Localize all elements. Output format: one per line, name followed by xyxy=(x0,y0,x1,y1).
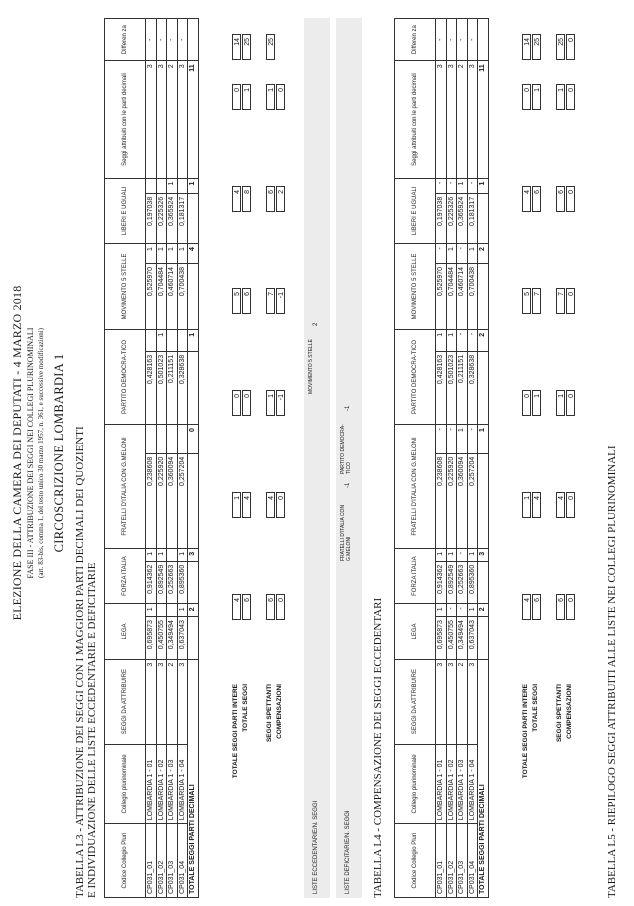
l4-leu-seggio: - xyxy=(467,178,478,193)
l4-intere-fdi: 0 xyxy=(522,390,531,416)
l4-totseggi-label: TOTALE SEGGI xyxy=(532,684,539,732)
header-phase: FASE III - ATTRIBUZIONE DEI SEGGI NEI COLLEGI PLURINOMINALI xyxy=(26,327,35,579)
l4-intere-fi: 1 xyxy=(522,492,531,518)
l3-leu-total: 1 xyxy=(188,178,199,193)
l4-differenza: - xyxy=(436,19,447,61)
l3-leu-seggio xyxy=(177,178,188,193)
l3-fi-quoziente: 0,914362 xyxy=(146,561,157,604)
l3-leu-quoziente: 0,181317 xyxy=(177,193,188,243)
l4-differenza: - xyxy=(457,19,468,61)
l4-comp-m5s: 0 xyxy=(566,186,575,212)
l4-code: CP031_04 xyxy=(467,824,478,898)
l3-leu-quoziente: 0,197038 xyxy=(146,193,157,243)
l3-header-cell: SEGGI DA ATTRIBUIRE xyxy=(105,659,146,744)
l4-row xyxy=(457,19,468,898)
l3-intere-lega: 4 xyxy=(232,594,241,620)
l3-intere-pd: 5 xyxy=(232,288,241,314)
l4-differenza: - xyxy=(446,19,457,61)
l3-header-cell: Seggi attribuiti con le parti decimali xyxy=(105,61,146,178)
l3-leu-quoziente: 0,225326 xyxy=(156,193,167,243)
l3-totseggi-fdi: 0 xyxy=(242,390,251,416)
l3-comp-fi: 0 xyxy=(276,492,285,518)
l3-differenza: - xyxy=(167,19,178,61)
l3-pd-seggio: 1 xyxy=(156,329,167,351)
l3-pd-seggio xyxy=(167,329,178,351)
l4-fi-total: 3 xyxy=(478,548,489,561)
l4-m5s-spacer xyxy=(478,263,489,329)
l4-totseggi-m5s: 6 xyxy=(532,186,541,212)
l4-fdi-total: 1 xyxy=(478,425,489,454)
l4-row xyxy=(446,19,457,898)
l3-comp-label: COMPENSAZIONI xyxy=(276,684,283,739)
l3-fdi-seggio xyxy=(146,425,157,454)
l4-header xyxy=(395,19,436,898)
l3-fdi-seggio xyxy=(167,425,178,454)
l3-def-label: LISTE DEFICITARIE/N. SEGGI xyxy=(345,810,351,894)
l3-totseggi-label: TOTALE SEGGI xyxy=(242,684,249,732)
l4-leu-spacer xyxy=(478,193,489,243)
l3-fdi-quoziente: 0,257204 xyxy=(177,453,188,548)
l3-pd-seggio xyxy=(146,329,157,351)
l3-header-cell: LIBERI E UGUALI xyxy=(105,178,146,243)
l4-fdi-seggio: - xyxy=(467,425,478,454)
l4-leu-quoziente: 0,365924 xyxy=(457,193,468,243)
l4-code: CP031_02 xyxy=(446,824,457,898)
l3-fdi-seggio xyxy=(177,425,188,454)
l4-fi-seggio: 1 xyxy=(467,548,478,561)
l4-spettanti-fi: 4 xyxy=(556,492,565,518)
l3-def-n-1: -1 xyxy=(345,482,351,488)
l3-seggi: 3 xyxy=(146,659,157,744)
l3-totseggi-fi: 4 xyxy=(242,492,251,518)
l3-fi-quoziente: 0,252663 xyxy=(167,561,178,604)
l3-comp-leu: 0 xyxy=(276,84,285,110)
l4-body xyxy=(436,19,489,898)
l3-title-line1: TABELLA L3 - ATTRIBUZIONE DEI SEGGI CON I MAGGIORI PARTI DECIMALI DEI QUOZIENTI xyxy=(74,426,86,898)
l4-header-cell: SEGGI DA ATTRIBUIRE xyxy=(395,659,436,744)
l3-m5s-seggio: 1 xyxy=(146,244,157,264)
l4-code: CP031_03 xyxy=(457,824,468,898)
l4-lega-quoziente: 0,637043 xyxy=(467,617,478,660)
l4-comp-pd: 0 xyxy=(566,288,575,314)
l4-totseggi-fdi: 1 xyxy=(532,390,541,416)
l3-ecc-band xyxy=(304,18,330,898)
l3-m5s-quoziente: 0,700438 xyxy=(177,263,188,329)
l4-fi-seggio: 1 xyxy=(436,548,447,561)
l3-spettanti-fi: 4 xyxy=(266,492,275,518)
l3-fi-quoziente: 0,892549 xyxy=(156,561,167,604)
l4-table xyxy=(394,18,489,898)
l4-comp-lega: 0 xyxy=(566,594,575,620)
l4-lega-quoziente: 0,695873 xyxy=(436,617,447,660)
l3-lega-quoziente: 0,349494 xyxy=(167,617,178,660)
l3-pd-seggio xyxy=(177,329,188,351)
l3-totseggi-leu: 1 xyxy=(242,84,251,110)
l4-fdi-seggio: - xyxy=(446,425,457,454)
l4-m5s-quoziente: 0,700438 xyxy=(467,263,478,329)
l3-spettanti-fdi: 1 xyxy=(266,390,275,416)
l3-attribuiti: 3 xyxy=(156,61,167,178)
l4-totseggi-lega: 6 xyxy=(532,594,541,620)
l3-spettanti-pd: 7 xyxy=(266,288,275,314)
l3-fdi-total: 0 xyxy=(188,425,199,454)
l3-row xyxy=(167,19,178,898)
header-title: ELEZIONE DELLA CAMERA DEI DEPUTATI - 4 MARZO 2018 xyxy=(10,285,24,621)
l4-pd-quoziente: 0,328638 xyxy=(467,351,478,424)
l3-m5s-seggio: 1 xyxy=(156,244,167,264)
l3-pd-quoziente: 0,428163 xyxy=(146,351,157,424)
l3-spettanti-att: 25 xyxy=(266,34,275,60)
l4-totseggi-fi: 4 xyxy=(532,492,541,518)
l4-intere-m5s: 4 xyxy=(522,186,531,212)
l4-leu-seggio: - xyxy=(446,178,457,193)
l3-leu-spacer xyxy=(188,193,199,243)
l4-spettanti-fdi: 1 xyxy=(556,390,565,416)
l3-table xyxy=(104,18,199,898)
l3-title xyxy=(74,426,98,898)
l4-attribuiti: 3 xyxy=(436,61,447,178)
l3-leu-seggio xyxy=(156,178,167,193)
l4-header-cell: Codice Collegio Pluri xyxy=(395,824,436,898)
l4-pd-quoziente: 0,501023 xyxy=(446,351,457,424)
l3-lega-seggio: 1 xyxy=(146,604,157,617)
l4-seggi: 3 xyxy=(446,659,457,744)
l4-comp-att: 0 xyxy=(566,34,575,60)
l3-fi-seggio xyxy=(167,548,178,561)
l4-collegio: LOMBARDIA 1 - 01 xyxy=(436,744,447,824)
l4-collegio: LOMBARDIA 1 - 03 xyxy=(457,744,468,824)
l3-fdi-quoziente: 0,225920 xyxy=(156,453,167,548)
l4-lega-quoziente: 0,349494 xyxy=(457,617,468,660)
l4-intere-leu: 0 xyxy=(522,84,531,110)
l4-lega-seggio: - xyxy=(446,604,457,617)
l3-leu-seggio xyxy=(146,178,157,193)
l4-leu-total: 1 xyxy=(478,178,489,193)
header-law: (art. 83-bis, comma 1, del testo unico 30 marzo 1957, n. 361, e successive modificazioni) xyxy=(37,328,45,578)
l3-header xyxy=(105,19,146,898)
l4-leu-seggio: - xyxy=(436,178,447,193)
l3-intere-leu: 0 xyxy=(232,84,241,110)
l3-spettanti-m5s: 6 xyxy=(266,186,275,212)
l3-totseggi-att: 25 xyxy=(242,34,251,60)
l4-attribuiti: 3 xyxy=(467,61,478,178)
l4-total-diff xyxy=(478,19,489,61)
l3-fdi-quoziente: 0,238608 xyxy=(146,453,157,548)
l4-fi-spacer xyxy=(478,561,489,604)
l4-lega-quoziente: 0,450755 xyxy=(446,617,457,660)
l4-attribuiti: 3 xyxy=(446,61,457,178)
l4-header-cell: LEGA xyxy=(395,604,436,659)
l3-def-n-2: -1 xyxy=(345,405,351,411)
l4-totseggi-leu: 1 xyxy=(532,84,541,110)
l3-header-cell: Differen za xyxy=(105,19,146,61)
l4-comp-label: COMPENSAZIONI xyxy=(566,684,573,739)
l4-comp-fi: 0 xyxy=(566,492,575,518)
l4-m5s-seggio: - xyxy=(436,244,447,264)
l3-title-line2: E INDIVIDUAZIONE DELLE LISTE ECCEDENTARIE E DEFICITARIE xyxy=(86,562,98,898)
l3-code: CP031_01 xyxy=(146,824,157,898)
l3-header-cell: FORZA ITALIA xyxy=(105,548,146,603)
l4-leu-quoziente: 0,181317 xyxy=(467,193,478,243)
l4-fi-seggio: 1 xyxy=(446,548,457,561)
l4-m5s-quoziente: 0,704484 xyxy=(446,263,457,329)
l3-pd-quoziente: 0,211151 xyxy=(167,351,178,424)
l3-m5s-spacer xyxy=(188,263,199,329)
l4-fdi-seggio: - xyxy=(436,425,447,454)
l4-fi-seggio: - xyxy=(457,548,468,561)
l4-fdi-quoziente: 0,225920 xyxy=(446,453,457,548)
l4-fdi-quoziente: 0,360094 xyxy=(457,453,468,548)
l4-intere-label: TOTALE SEGGI PARTI INTERE xyxy=(522,684,529,779)
l3-differenza: - xyxy=(156,19,167,61)
l3-m5s-quoziente: 0,704484 xyxy=(156,263,167,329)
l4-collegio: LOMBARDIA 1 - 04 xyxy=(467,744,478,824)
l3-total-row xyxy=(188,19,199,898)
l3-comp-fdi: -1 xyxy=(276,390,285,416)
l4-pd-seggio: - xyxy=(457,329,468,351)
l3-intere-fdi: 0 xyxy=(232,390,241,416)
l3-fi-seggio: 1 xyxy=(146,548,157,561)
l3-totseggi-m5s: 8 xyxy=(242,186,251,212)
l3-fdi-seggio xyxy=(156,425,167,454)
l3-differenza: - xyxy=(177,19,188,61)
l4-pd-quoziente: 0,428163 xyxy=(436,351,447,424)
l3-fdi-spacer xyxy=(188,453,199,548)
l3-ecc-n: 2 xyxy=(313,322,319,326)
l3-lega-spacer xyxy=(188,617,199,660)
l4-spettanti-att: 25 xyxy=(556,34,565,60)
l3-header-cell: FRATELLI D'ITALIA CON G.MELONI xyxy=(105,425,146,549)
l4-lega-spacer xyxy=(478,617,489,660)
l3-differenza: - xyxy=(146,19,157,61)
l4-m5s-seggio: - xyxy=(457,244,468,264)
l4-fi-quoziente: 0,892549 xyxy=(446,561,457,604)
l3-code: CP031_03 xyxy=(167,824,178,898)
l4-lega-total: 2 xyxy=(478,604,489,617)
l4-fdi-quoziente: 0,238608 xyxy=(436,453,447,548)
l4-total-label: TOTALE SEGGI PARTI DECIMALI xyxy=(478,659,489,897)
l4-row xyxy=(467,19,478,898)
l4-lega-seggio: 1 xyxy=(467,604,478,617)
l3-fi-quoziente: 0,895360 xyxy=(177,561,188,604)
l4-intere-att: 14 xyxy=(522,34,531,60)
l3-lega-quoziente: 0,450755 xyxy=(156,617,167,660)
l4-comp-fdi: 0 xyxy=(566,390,575,416)
l4-comp-leu: 0 xyxy=(566,84,575,110)
l3-fi-seggio: 1 xyxy=(156,548,167,561)
header-circoscrizione: CIRCOSCRIZIONE LOMBARDIA 1 xyxy=(52,353,66,553)
l4-header-cell: PARTITO DEMOCRA-TICO xyxy=(395,329,436,424)
l3-seggi: 3 xyxy=(156,659,167,744)
l3-header-cell: PARTITO DEMOCRA-TICO xyxy=(105,329,146,424)
l3-collegio: LOMBARDIA 1 - 02 xyxy=(156,744,167,824)
l3-collegio: LOMBARDIA 1 - 01 xyxy=(146,744,157,824)
l3-attribuiti: 2 xyxy=(167,61,178,178)
l3-totseggi-pd: 6 xyxy=(242,288,251,314)
l4-spettanti-pd: 7 xyxy=(556,288,565,314)
l3-spettanti-leu: 1 xyxy=(266,84,275,110)
l4-fdi-quoziente: 0,257204 xyxy=(467,453,478,548)
l3-fi-spacer xyxy=(188,561,199,604)
l4-header-cell: Collegio plurinominale xyxy=(395,744,436,824)
l3-m5s-quoziente: 0,525970 xyxy=(146,263,157,329)
l3-code: CP031_04 xyxy=(177,824,188,898)
l4-seggi: 2 xyxy=(457,659,468,744)
l4-attribuiti: 2 xyxy=(457,61,468,178)
l4-collegio: LOMBARDIA 1 - 02 xyxy=(446,744,457,824)
l3-def-party-2: PARTITO DEMOCRA-TICO xyxy=(340,424,352,474)
l4-pd-spacer xyxy=(478,351,489,424)
l3-row xyxy=(177,19,188,898)
l4-fi-quoziente: 0,895360 xyxy=(467,561,478,604)
l3-comp-m5s: 2 xyxy=(276,186,285,212)
l3-seggi: 3 xyxy=(177,659,188,744)
l3-pd-total: 1 xyxy=(188,329,199,351)
l3-collegio: LOMBARDIA 1 - 03 xyxy=(167,744,178,824)
l4-row xyxy=(436,19,447,898)
l4-spettanti-lega: 6 xyxy=(556,594,565,620)
l3-lega-quoziente: 0,695873 xyxy=(146,617,157,660)
l4-fi-quoziente: 0,252663 xyxy=(457,561,468,604)
l4-pd-total: 2 xyxy=(478,329,489,351)
l4-code: CP031_01 xyxy=(436,824,447,898)
l3-m5s-seggio: 1 xyxy=(177,244,188,264)
l4-lega-seggio: - xyxy=(457,604,468,617)
l3-pd-spacer xyxy=(188,351,199,424)
l3-intere-fi: 1 xyxy=(232,492,241,518)
l4-totseggi-pd: 7 xyxy=(532,288,541,314)
l3-header-cell: Collegio plurinominale xyxy=(105,744,146,824)
l3-pd-quoziente: 0,501023 xyxy=(156,351,167,424)
l3-total-att: 11 xyxy=(188,61,199,178)
l3-spettanti-label: SEGGI SPETTANTI xyxy=(266,684,273,743)
l4-header-cell: MOVIMENTO 5 STELLE xyxy=(395,244,436,330)
l3-pd-quoziente: 0,328638 xyxy=(177,351,188,424)
l3-body xyxy=(146,19,199,898)
l3-fi-total: 3 xyxy=(188,548,199,561)
l3-ecc-party: MOVIMENTO 5 STELLE xyxy=(308,339,314,394)
l4-fi-quoziente: 0,914362 xyxy=(436,561,447,604)
l3-fdi-quoziente: 0,360094 xyxy=(167,453,178,548)
l4-differenza: - xyxy=(467,19,478,61)
l4-totseggi-att: 25 xyxy=(532,34,541,60)
l4-pd-seggio: 1 xyxy=(446,329,457,351)
l3-lega-total: 2 xyxy=(188,604,199,617)
l4-intere-lega: 4 xyxy=(522,594,531,620)
l4-m5s-seggio: 1 xyxy=(446,244,457,264)
l4-lega-seggio: 1 xyxy=(436,604,447,617)
l4-fdi-seggio: 1 xyxy=(457,425,468,454)
l3-lega-seggio: 1 xyxy=(177,604,188,617)
l3-collegio: LOMBARDIA 1 - 04 xyxy=(177,744,188,824)
l3-lega-quoziente: 0,637043 xyxy=(177,617,188,660)
l3-row xyxy=(146,19,157,898)
l4-header-cell: FRATELLI D'ITALIA CON G.MELONI xyxy=(395,425,436,549)
l5-title: TABELLA L5 - RIEPILOGO SEGGI ATTRIBUITI ALLE LISTE NEI COLLEGI PLURINOMINALI xyxy=(606,445,618,898)
l3-total-label: TOTALE SEGGI PARTI DECIMALI xyxy=(188,659,199,897)
l3-header-cell: Codice Collegio Pluri xyxy=(105,824,146,898)
l4-pd-seggio: 1 xyxy=(436,329,447,351)
l3-intere-label: TOTALE SEGGI PARTI INTERE xyxy=(232,684,239,779)
l4-intere-pd: 5 xyxy=(522,288,531,314)
l4-leu-quoziente: 0,225326 xyxy=(446,193,457,243)
l3-lega-seggio xyxy=(156,604,167,617)
l4-header-cell: Differen za xyxy=(395,19,436,61)
l3-attribuiti: 3 xyxy=(177,61,188,178)
l4-spettanti-leu: 1 xyxy=(556,84,565,110)
l4-total-att: 11 xyxy=(478,61,489,178)
l4-m5s-quoziente: 0,525970 xyxy=(436,263,447,329)
l3-spettanti-lega: 6 xyxy=(266,594,275,620)
l3-header-cell: LEGA xyxy=(105,604,146,659)
l3-leu-seggio: 1 xyxy=(167,178,178,193)
l3-leu-quoziente: 0,365924 xyxy=(167,193,178,243)
l3-attribuiti: 3 xyxy=(146,61,157,178)
l4-spettanti-m5s: 6 xyxy=(556,186,565,212)
l4-pd-seggio: - xyxy=(467,329,478,351)
l4-fdi-spacer xyxy=(478,453,489,548)
l4-header-cell: LIBERI E UGUALI xyxy=(395,178,436,243)
l4-pd-quoziente: 0,211151 xyxy=(457,351,468,424)
l4-m5s-quoziente: 0,460714 xyxy=(457,263,468,329)
l4-title: TABELLA L4 - COMPENSAZIONE DEI SEGGI ECCEDENTARI xyxy=(372,597,384,898)
l4-header-cell: FORZA ITALIA xyxy=(395,548,436,603)
l3-fi-seggio: 1 xyxy=(177,548,188,561)
l4-spettanti-label: SEGGI SPETTANTI xyxy=(556,684,563,743)
l3-ecc-label: LISTE ECCEDENTARIE/N. SEGGI xyxy=(313,800,319,894)
l3-m5s-total: 4 xyxy=(188,244,199,264)
l3-lega-seggio xyxy=(167,604,178,617)
l3-header-cell: MOVIMENTO 5 STELLE xyxy=(105,244,146,330)
l4-seggi: 3 xyxy=(467,659,478,744)
l3-comp-lega: 0 xyxy=(276,594,285,620)
l3-intere-m5s: 4 xyxy=(232,186,241,212)
l4-leu-seggio: 1 xyxy=(457,178,468,193)
l3-m5s-seggio: 1 xyxy=(167,244,178,264)
l4-header-cell: Seggi attribuiti con le parti decimali xyxy=(395,61,436,178)
l3-row xyxy=(156,19,167,898)
l3-intere-att: 14 xyxy=(232,34,241,60)
l3-code: CP031_02 xyxy=(156,824,167,898)
l3-def-party-1: FRATELLI D'ITALIA CON G.MELONI xyxy=(340,504,352,561)
l3-comp-pd: -1 xyxy=(276,288,285,314)
l4-seggi: 3 xyxy=(436,659,447,744)
l4-leu-quoziente: 0,197038 xyxy=(436,193,447,243)
l3-totseggi-lega: 6 xyxy=(242,594,251,620)
l3-seggi: 2 xyxy=(167,659,178,744)
l4-m5s-total: 2 xyxy=(478,244,489,264)
l4-m5s-seggio: 1 xyxy=(467,244,478,264)
l4-total-row xyxy=(478,19,489,898)
l3-m5s-quoziente: 0,460714 xyxy=(167,263,178,329)
l3-total-diff xyxy=(188,19,199,61)
